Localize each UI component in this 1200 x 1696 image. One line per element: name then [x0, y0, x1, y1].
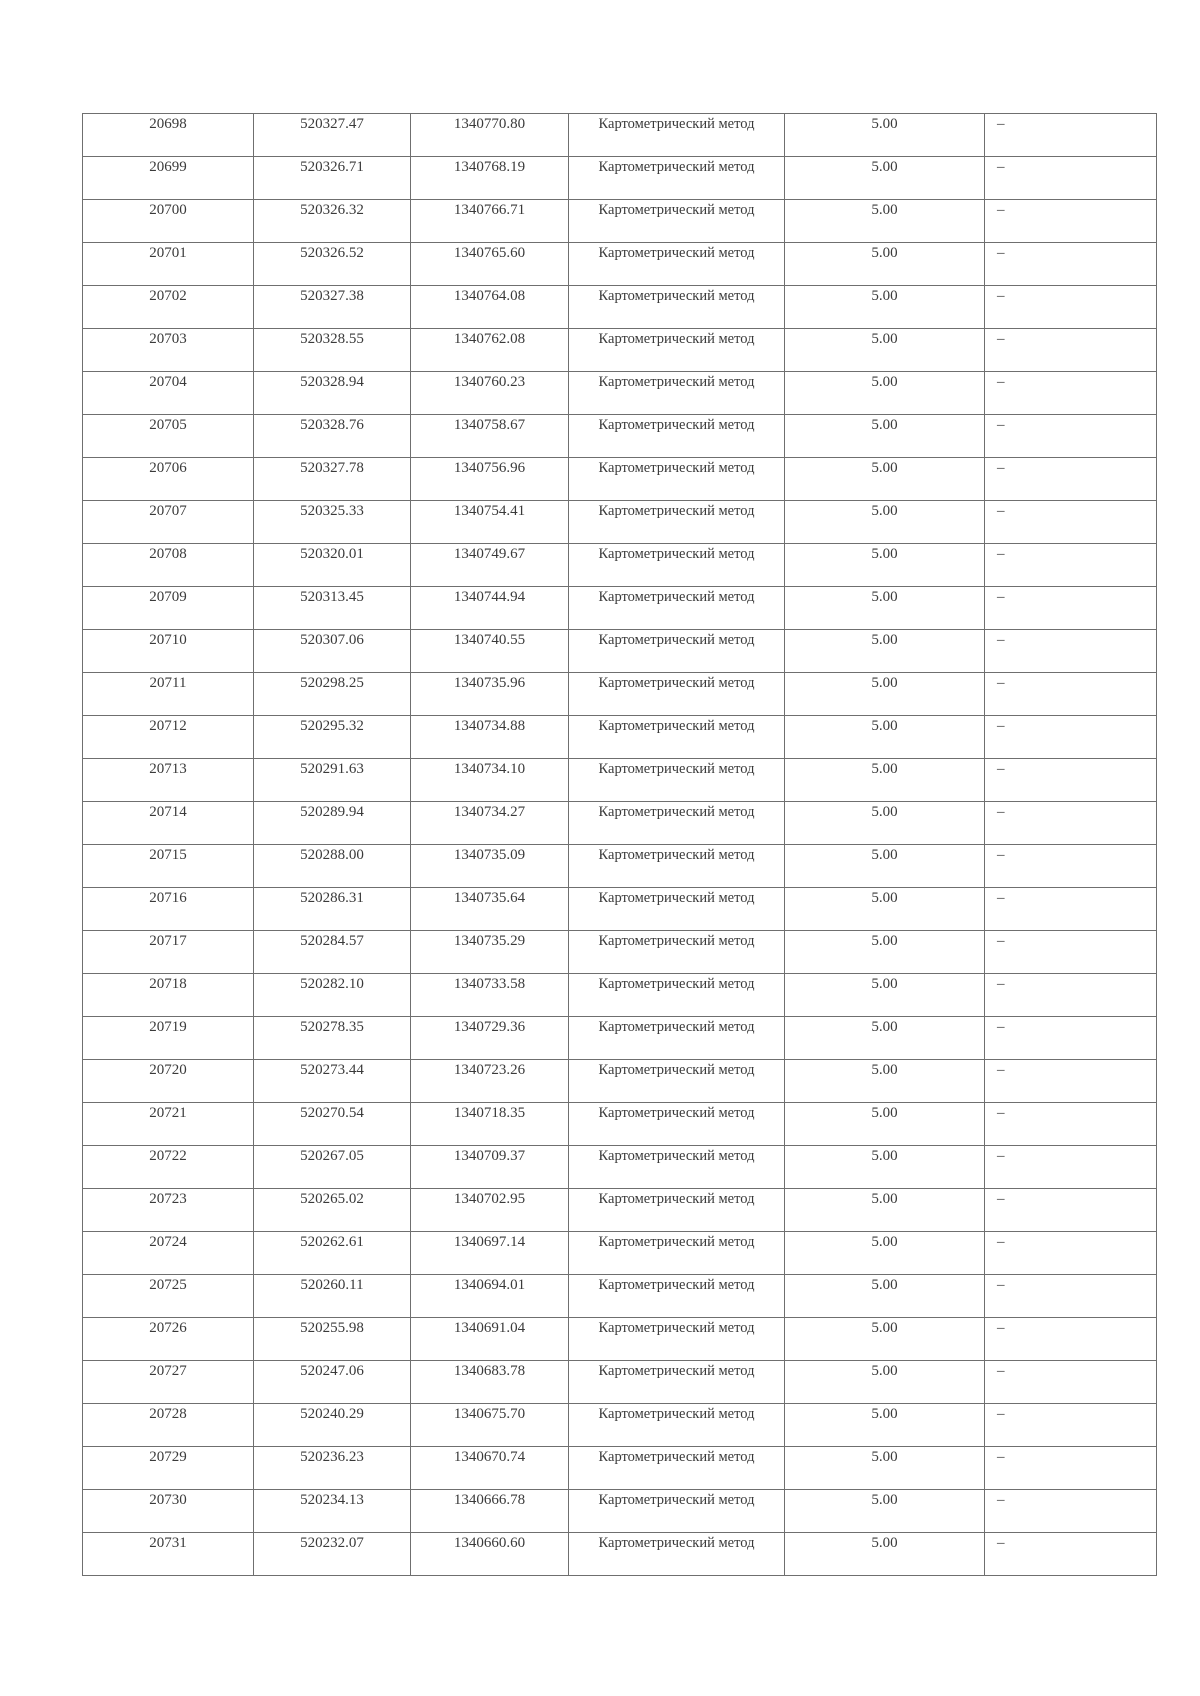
y-coordinate-cell: 1340723.26	[411, 1060, 569, 1103]
coordinates-table	[82, 113, 1157, 1576]
accuracy-cell: 5.00	[785, 673, 985, 716]
accuracy-cell: 5.00	[785, 1103, 985, 1146]
accuracy-cell: 5.00	[785, 372, 985, 415]
y-coordinate-cell: 1340760.23	[411, 372, 569, 415]
description-cell: –	[985, 1275, 1157, 1318]
point-number-cell: 20710	[83, 630, 254, 673]
accuracy-cell: 5.00	[785, 501, 985, 544]
accuracy-cell: 5.00	[785, 329, 985, 372]
method-cell: Картометрический метод	[569, 716, 785, 759]
method-cell: Картометрический метод	[569, 1490, 785, 1533]
method-cell: Картометрический метод	[569, 1146, 785, 1189]
accuracy-cell: 5.00	[785, 1146, 985, 1189]
x-coordinate-cell: 520270.54	[254, 1103, 411, 1146]
x-coordinate-cell: 520307.06	[254, 630, 411, 673]
accuracy-cell: 5.00	[785, 888, 985, 931]
description-cell: –	[985, 1232, 1157, 1275]
method-cell: Картометрический метод	[569, 1060, 785, 1103]
y-coordinate-cell: 1340758.67	[411, 415, 569, 458]
y-coordinate-cell: 1340675.70	[411, 1404, 569, 1447]
y-coordinate-cell: 1340734.27	[411, 802, 569, 845]
y-coordinate-cell: 1340691.04	[411, 1318, 569, 1361]
point-number-cell: 20711	[83, 673, 254, 716]
table-row	[83, 415, 1157, 458]
table-row	[83, 802, 1157, 845]
x-coordinate-cell: 520298.25	[254, 673, 411, 716]
accuracy-cell: 5.00	[785, 1232, 985, 1275]
method-cell: Картометрический метод	[569, 329, 785, 372]
method-cell: Картометрический метод	[569, 157, 785, 200]
y-coordinate-cell: 1340740.55	[411, 630, 569, 673]
method-cell: Картометрический метод	[569, 888, 785, 931]
point-number-cell: 20714	[83, 802, 254, 845]
accuracy-cell: 5.00	[785, 1533, 985, 1576]
description-cell: –	[985, 114, 1157, 157]
y-coordinate-cell: 1340734.88	[411, 716, 569, 759]
description-cell: –	[985, 845, 1157, 888]
accuracy-cell: 5.00	[785, 1189, 985, 1232]
method-cell: Картометрический метод	[569, 200, 785, 243]
y-coordinate-cell: 1340735.29	[411, 931, 569, 974]
accuracy-cell: 5.00	[785, 200, 985, 243]
accuracy-cell: 5.00	[785, 1404, 985, 1447]
x-coordinate-cell: 520328.55	[254, 329, 411, 372]
method-cell: Картометрический метод	[569, 1404, 785, 1447]
x-coordinate-cell: 520326.32	[254, 200, 411, 243]
description-cell: –	[985, 501, 1157, 544]
y-coordinate-cell: 1340734.10	[411, 759, 569, 802]
description-cell: –	[985, 630, 1157, 673]
method-cell: Картометрический метод	[569, 501, 785, 544]
x-coordinate-cell: 520327.38	[254, 286, 411, 329]
description-cell: –	[985, 372, 1157, 415]
table-row	[83, 673, 1157, 716]
x-coordinate-cell: 520282.10	[254, 974, 411, 1017]
table-row	[83, 1361, 1157, 1404]
point-number-cell: 20708	[83, 544, 254, 587]
x-coordinate-cell: 520291.63	[254, 759, 411, 802]
description-cell: –	[985, 286, 1157, 329]
y-coordinate-cell: 1340762.08	[411, 329, 569, 372]
description-cell: –	[985, 329, 1157, 372]
point-number-cell: 20716	[83, 888, 254, 931]
table-row	[83, 1404, 1157, 1447]
method-cell: Картометрический метод	[569, 802, 785, 845]
method-cell: Картометрический метод	[569, 372, 785, 415]
x-coordinate-cell: 520288.00	[254, 845, 411, 888]
table-row	[83, 974, 1157, 1017]
y-coordinate-cell: 1340709.37	[411, 1146, 569, 1189]
method-cell: Картометрический метод	[569, 1275, 785, 1318]
table-row	[83, 845, 1157, 888]
method-cell: Картометрический метод	[569, 1103, 785, 1146]
x-coordinate-cell: 520320.01	[254, 544, 411, 587]
description-cell: –	[985, 243, 1157, 286]
table-row	[83, 544, 1157, 587]
accuracy-cell: 5.00	[785, 415, 985, 458]
table-row	[83, 329, 1157, 372]
x-coordinate-cell: 520295.32	[254, 716, 411, 759]
point-number-cell: 20703	[83, 329, 254, 372]
point-number-cell: 20706	[83, 458, 254, 501]
accuracy-cell: 5.00	[785, 1017, 985, 1060]
description-cell: –	[985, 1404, 1157, 1447]
table-row	[83, 716, 1157, 759]
description-cell: –	[985, 157, 1157, 200]
x-coordinate-cell: 520284.57	[254, 931, 411, 974]
table-row	[83, 1060, 1157, 1103]
method-cell: Картометрический метод	[569, 114, 785, 157]
x-coordinate-cell: 520262.61	[254, 1232, 411, 1275]
y-coordinate-cell: 1340683.78	[411, 1361, 569, 1404]
method-cell: Картометрический метод	[569, 1232, 785, 1275]
description-cell: –	[985, 458, 1157, 501]
description-cell: –	[985, 931, 1157, 974]
point-number-cell: 20731	[83, 1533, 254, 1576]
method-cell: Картометрический метод	[569, 286, 785, 329]
accuracy-cell: 5.00	[785, 286, 985, 329]
point-number-cell: 20698	[83, 114, 254, 157]
method-cell: Картометрический метод	[569, 1533, 785, 1576]
x-coordinate-cell: 520286.31	[254, 888, 411, 931]
accuracy-cell: 5.00	[785, 845, 985, 888]
point-number-cell: 20699	[83, 157, 254, 200]
x-coordinate-cell: 520255.98	[254, 1318, 411, 1361]
y-coordinate-cell: 1340764.08	[411, 286, 569, 329]
point-number-cell: 20700	[83, 200, 254, 243]
accuracy-cell: 5.00	[785, 974, 985, 1017]
accuracy-cell: 5.00	[785, 157, 985, 200]
description-cell: –	[985, 673, 1157, 716]
x-coordinate-cell: 520273.44	[254, 1060, 411, 1103]
table-row	[83, 1017, 1157, 1060]
description-cell: –	[985, 1060, 1157, 1103]
table-row	[83, 458, 1157, 501]
point-number-cell: 20727	[83, 1361, 254, 1404]
point-number-cell: 20718	[83, 974, 254, 1017]
method-cell: Картометрический метод	[569, 1189, 785, 1232]
point-number-cell: 20730	[83, 1490, 254, 1533]
table-row	[83, 1103, 1157, 1146]
x-coordinate-cell: 520260.11	[254, 1275, 411, 1318]
point-number-cell: 20728	[83, 1404, 254, 1447]
point-number-cell: 20709	[83, 587, 254, 630]
description-cell: –	[985, 1103, 1157, 1146]
accuracy-cell: 5.00	[785, 1361, 985, 1404]
y-coordinate-cell: 1340766.71	[411, 200, 569, 243]
table-row	[83, 1232, 1157, 1275]
description-cell: –	[985, 415, 1157, 458]
table-row	[83, 1275, 1157, 1318]
accuracy-cell: 5.00	[785, 1275, 985, 1318]
point-number-cell: 20719	[83, 1017, 254, 1060]
point-number-cell: 20721	[83, 1103, 254, 1146]
accuracy-cell: 5.00	[785, 931, 985, 974]
description-cell: –	[985, 544, 1157, 587]
method-cell: Картометрический метод	[569, 243, 785, 286]
method-cell: Картометрический метод	[569, 1361, 785, 1404]
x-coordinate-cell: 520328.76	[254, 415, 411, 458]
y-coordinate-cell: 1340697.14	[411, 1232, 569, 1275]
y-coordinate-cell: 1340660.60	[411, 1533, 569, 1576]
x-coordinate-cell: 520278.35	[254, 1017, 411, 1060]
table-row	[83, 200, 1157, 243]
table-row	[83, 931, 1157, 974]
description-cell: –	[985, 1189, 1157, 1232]
x-coordinate-cell: 520265.02	[254, 1189, 411, 1232]
description-cell: –	[985, 716, 1157, 759]
table-row	[83, 114, 1157, 157]
x-coordinate-cell: 520326.52	[254, 243, 411, 286]
y-coordinate-cell: 1340768.19	[411, 157, 569, 200]
y-coordinate-cell: 1340744.94	[411, 587, 569, 630]
description-cell: –	[985, 1361, 1157, 1404]
x-coordinate-cell: 520240.29	[254, 1404, 411, 1447]
y-coordinate-cell: 1340702.95	[411, 1189, 569, 1232]
point-number-cell: 20729	[83, 1447, 254, 1490]
accuracy-cell: 5.00	[785, 587, 985, 630]
description-cell: –	[985, 759, 1157, 802]
point-number-cell: 20712	[83, 716, 254, 759]
description-cell: –	[985, 1533, 1157, 1576]
method-cell: Картометрический метод	[569, 587, 785, 630]
x-coordinate-cell: 520234.13	[254, 1490, 411, 1533]
point-number-cell: 20717	[83, 931, 254, 974]
x-coordinate-cell: 520328.94	[254, 372, 411, 415]
accuracy-cell: 5.00	[785, 716, 985, 759]
y-coordinate-cell: 1340735.09	[411, 845, 569, 888]
description-cell: –	[985, 200, 1157, 243]
method-cell: Картометрический метод	[569, 1447, 785, 1490]
method-cell: Картометрический метод	[569, 1318, 785, 1361]
coordinates-table-body	[83, 114, 1157, 1576]
accuracy-cell: 5.00	[785, 114, 985, 157]
table-row	[83, 1189, 1157, 1232]
accuracy-cell: 5.00	[785, 1318, 985, 1361]
table-row	[83, 243, 1157, 286]
table-row	[83, 1490, 1157, 1533]
method-cell: Картометрический метод	[569, 974, 785, 1017]
y-coordinate-cell: 1340735.64	[411, 888, 569, 931]
description-cell: –	[985, 1318, 1157, 1361]
description-cell: –	[985, 888, 1157, 931]
point-number-cell: 20720	[83, 1060, 254, 1103]
point-number-cell: 20723	[83, 1189, 254, 1232]
table-row	[83, 759, 1157, 802]
accuracy-cell: 5.00	[785, 802, 985, 845]
x-coordinate-cell: 520326.71	[254, 157, 411, 200]
accuracy-cell: 5.00	[785, 243, 985, 286]
x-coordinate-cell: 520327.47	[254, 114, 411, 157]
y-coordinate-cell: 1340718.35	[411, 1103, 569, 1146]
table-row	[83, 286, 1157, 329]
description-cell: –	[985, 1490, 1157, 1533]
y-coordinate-cell: 1340733.58	[411, 974, 569, 1017]
table-row	[83, 372, 1157, 415]
x-coordinate-cell: 520313.45	[254, 587, 411, 630]
method-cell: Картометрический метод	[569, 673, 785, 716]
accuracy-cell: 5.00	[785, 458, 985, 501]
y-coordinate-cell: 1340770.80	[411, 114, 569, 157]
method-cell: Картометрический метод	[569, 544, 785, 587]
y-coordinate-cell: 1340694.01	[411, 1275, 569, 1318]
table-row	[83, 1146, 1157, 1189]
x-coordinate-cell: 520232.07	[254, 1533, 411, 1576]
point-number-cell: 20715	[83, 845, 254, 888]
table-row	[83, 587, 1157, 630]
x-coordinate-cell: 520236.23	[254, 1447, 411, 1490]
accuracy-cell: 5.00	[785, 630, 985, 673]
y-coordinate-cell: 1340670.74	[411, 1447, 569, 1490]
description-cell: –	[985, 1017, 1157, 1060]
point-number-cell: 20725	[83, 1275, 254, 1318]
table-row	[83, 1318, 1157, 1361]
point-number-cell: 20707	[83, 501, 254, 544]
table-row	[83, 888, 1157, 931]
description-cell: –	[985, 1146, 1157, 1189]
x-coordinate-cell: 520289.94	[254, 802, 411, 845]
point-number-cell: 20704	[83, 372, 254, 415]
description-cell: –	[985, 974, 1157, 1017]
point-number-cell: 20705	[83, 415, 254, 458]
table-row	[83, 1533, 1157, 1576]
table-row	[83, 1447, 1157, 1490]
accuracy-cell: 5.00	[785, 1060, 985, 1103]
description-cell: –	[985, 587, 1157, 630]
table-row	[83, 630, 1157, 673]
description-cell: –	[985, 802, 1157, 845]
description-cell: –	[985, 1447, 1157, 1490]
method-cell: Картометрический метод	[569, 630, 785, 673]
table-row	[83, 157, 1157, 200]
x-coordinate-cell: 520327.78	[254, 458, 411, 501]
y-coordinate-cell: 1340666.78	[411, 1490, 569, 1533]
method-cell: Картометрический метод	[569, 458, 785, 501]
method-cell: Картометрический метод	[569, 845, 785, 888]
point-number-cell: 20702	[83, 286, 254, 329]
table-row	[83, 501, 1157, 544]
accuracy-cell: 5.00	[785, 544, 985, 587]
method-cell: Картометрический метод	[569, 759, 785, 802]
y-coordinate-cell: 1340729.36	[411, 1017, 569, 1060]
point-number-cell: 20722	[83, 1146, 254, 1189]
y-coordinate-cell: 1340756.96	[411, 458, 569, 501]
y-coordinate-cell: 1340765.60	[411, 243, 569, 286]
method-cell: Картометрический метод	[569, 415, 785, 458]
method-cell: Картометрический метод	[569, 1017, 785, 1060]
x-coordinate-cell: 520247.06	[254, 1361, 411, 1404]
y-coordinate-cell: 1340735.96	[411, 673, 569, 716]
accuracy-cell: 5.00	[785, 1447, 985, 1490]
accuracy-cell: 5.00	[785, 1490, 985, 1533]
method-cell: Картометрический метод	[569, 931, 785, 974]
accuracy-cell: 5.00	[785, 759, 985, 802]
y-coordinate-cell: 1340754.41	[411, 501, 569, 544]
point-number-cell: 20724	[83, 1232, 254, 1275]
x-coordinate-cell: 520325.33	[254, 501, 411, 544]
y-coordinate-cell: 1340749.67	[411, 544, 569, 587]
x-coordinate-cell: 520267.05	[254, 1146, 411, 1189]
point-number-cell: 20713	[83, 759, 254, 802]
point-number-cell: 20701	[83, 243, 254, 286]
point-number-cell: 20726	[83, 1318, 254, 1361]
